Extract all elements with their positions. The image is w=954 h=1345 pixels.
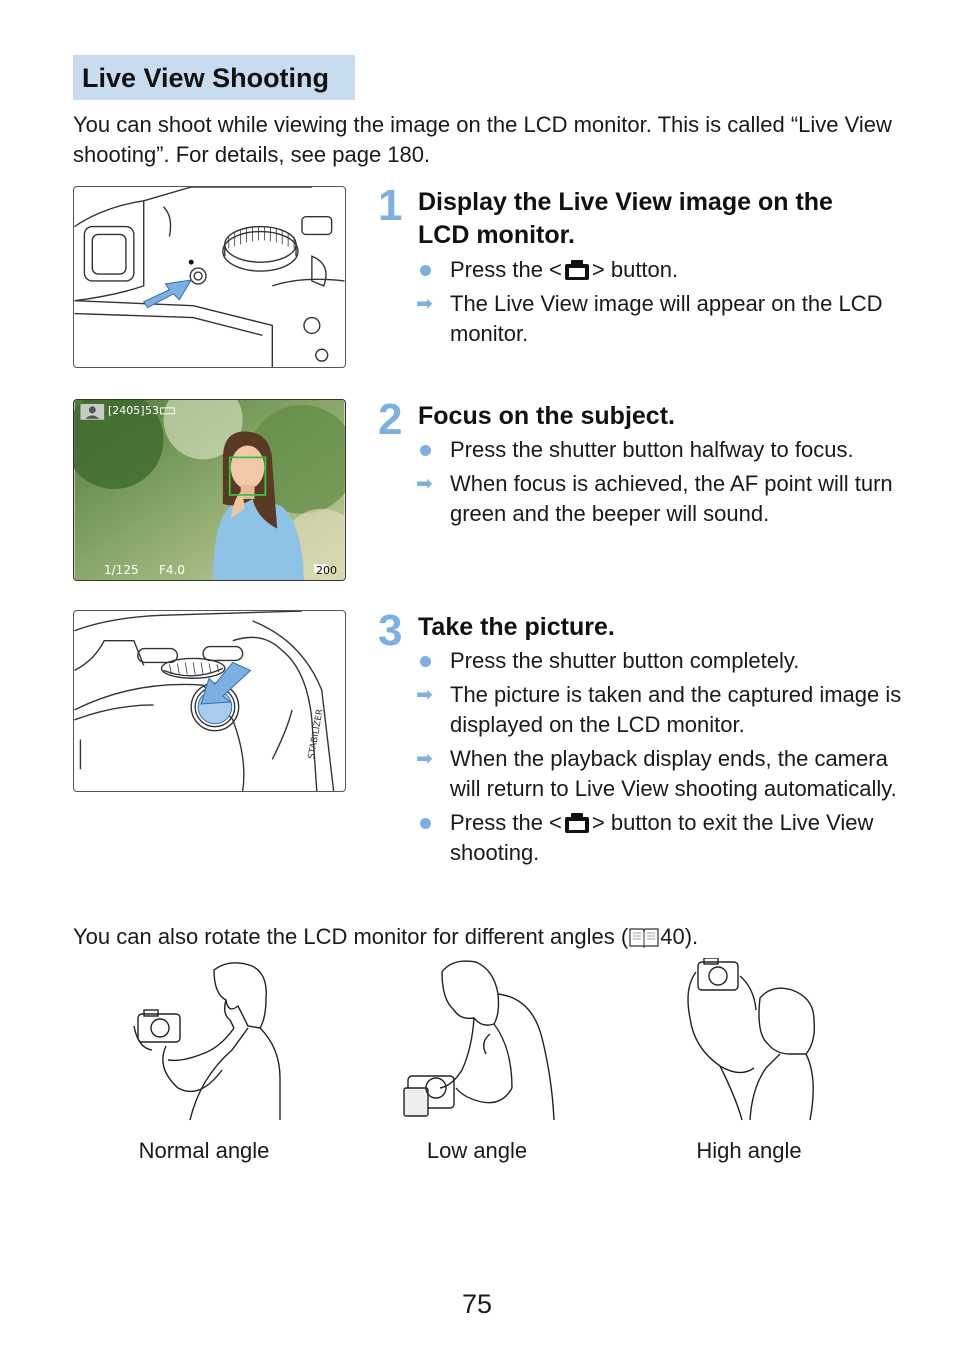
- step-1: [378, 181, 898, 364]
- bullet-dot-icon: [418, 255, 442, 285]
- step-number: 3: [378, 606, 403, 655]
- lcd-iso: 200: [316, 564, 337, 577]
- intro-text: You can shoot while viewing the image on the LCD monitor. This is called “Live View shooting”. For details, see page 180.: [73, 112, 892, 167]
- angle-label-low: Low angle: [426, 1138, 528, 1163]
- arrow-right-icon: ➡: [416, 683, 433, 706]
- step-title: Focus on the subject.: [418, 402, 675, 430]
- bullet-item: ➡ When the playback display ends, the camera will return to Live View shooting automatically.: [416, 745, 897, 801]
- page-reference: 40: [660, 924, 685, 949]
- bullet-dot-icon: [418, 435, 442, 465]
- liveview-photo: [74, 400, 345, 580]
- step-bullets: [418, 646, 918, 872]
- bullet-item: Press the shutter button completely.: [418, 646, 918, 677]
- step-bullets: [418, 435, 898, 533]
- bullet-item: Press the shutter button halfway to focus.: [418, 435, 898, 466]
- shutter-illustration: [74, 611, 345, 791]
- step-bullets: [418, 255, 898, 353]
- camera-back-illustration: [74, 187, 345, 367]
- lcd-shutter-speed: 1/125: [104, 563, 139, 577]
- bullet-item: ➡ The picture is taken and the captured image is displayed on the LCD monitor.: [416, 681, 902, 737]
- step-number: 2: [378, 395, 403, 444]
- book-reference-icon: [628, 926, 660, 948]
- angle-label-normal: Normal angle: [138, 1138, 270, 1163]
- bullet-dot-icon: [418, 808, 442, 838]
- lcd-shots-remaining: [2405]: [108, 404, 145, 417]
- step-3: [378, 606, 902, 909]
- lcd-shots-extra: 53: [145, 404, 159, 417]
- bullet-item: Press the < > button to exit the Live View shooting.: [418, 808, 918, 869]
- arrow-right-icon: ➡: [416, 747, 433, 770]
- section-title-box: [73, 55, 355, 100]
- figure-lcd-liveview: [73, 399, 346, 581]
- step-title: Display the Live View image on the LCD monitor.: [418, 188, 833, 249]
- high-angle-figure: [680, 958, 840, 1126]
- bullet-item: ➡ When focus is achieved, the AF point will turn green and the beeper will sound.: [416, 470, 893, 526]
- low-angle-figure: [402, 958, 562, 1126]
- camera-icon: [563, 259, 591, 281]
- page-number: 75: [461, 1289, 493, 1319]
- figure-liveview-button: [73, 186, 346, 368]
- bullet-item: Press the < > button.: [418, 255, 898, 286]
- step-2: [378, 395, 898, 598]
- bullet-item: ➡ The Live View image will appear on the LCD monitor.: [416, 290, 883, 346]
- lcd-aperture: F4.0: [159, 563, 185, 577]
- normal-angle-figure: [130, 958, 290, 1126]
- section-title: Live View Shooting: [82, 63, 330, 93]
- arrow-right-icon: ➡: [416, 292, 433, 315]
- camera-icon: [563, 812, 591, 834]
- svg-text:STABILIZER: STABILIZER: [306, 708, 326, 760]
- bullet-dot-icon: [418, 646, 442, 676]
- angle-label-high: High angle: [696, 1138, 802, 1163]
- rotate-note: You can also rotate the LCD monitor for different angles ( 40).: [73, 924, 699, 949]
- figure-shutter-button: [73, 610, 346, 792]
- step-title: Take the picture.: [418, 613, 615, 641]
- arrow-right-icon: ➡: [416, 472, 433, 495]
- step-number: 1: [378, 181, 403, 230]
